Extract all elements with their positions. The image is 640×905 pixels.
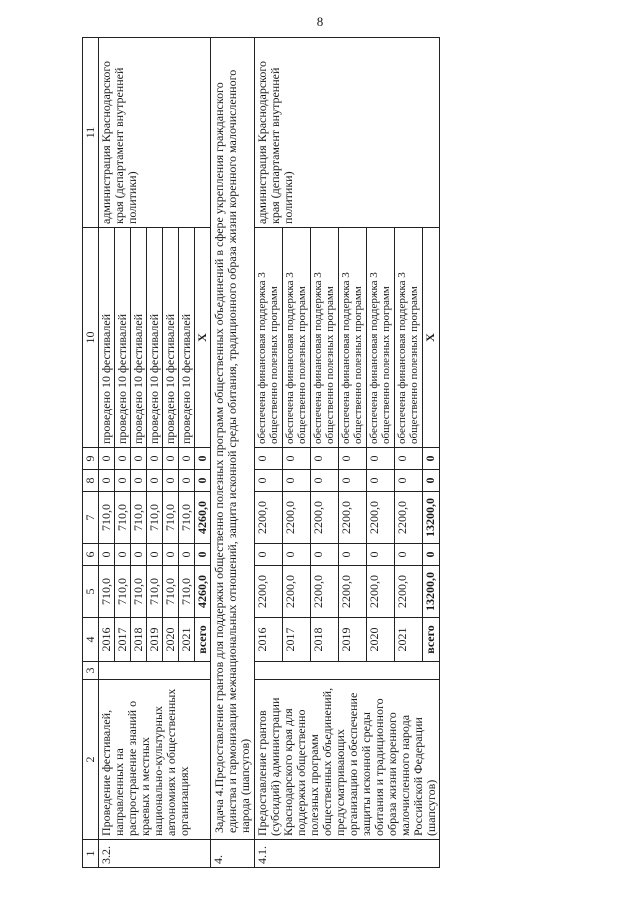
header-cell: 3 bbox=[83, 662, 99, 680]
amount-cell: 0 bbox=[367, 544, 395, 566]
row-number: 3.2. bbox=[99, 840, 211, 868]
header-cell: 6 bbox=[83, 544, 99, 566]
total-amount: 0 bbox=[195, 448, 211, 470]
table-row bbox=[255, 38, 283, 868]
amount-cell: 0 bbox=[311, 544, 339, 566]
amount-cell: 0 bbox=[99, 470, 115, 492]
section-row bbox=[211, 38, 255, 868]
header-cell: 2 bbox=[83, 680, 99, 840]
task-4-section bbox=[211, 38, 255, 868]
amount-cell: 710,0 bbox=[99, 492, 115, 544]
amount-cell: 710,0 bbox=[179, 566, 195, 618]
amount-cell: 0 bbox=[255, 470, 283, 492]
header-cell: 7 bbox=[83, 492, 99, 544]
total-result: X bbox=[195, 228, 211, 448]
amount-cell: 0 bbox=[115, 448, 131, 470]
header-row bbox=[83, 38, 99, 868]
amount-cell: 0 bbox=[367, 448, 395, 470]
amount-cell: 0 bbox=[147, 470, 163, 492]
amount-cell: 0 bbox=[255, 544, 283, 566]
amount-cell: 0 bbox=[395, 544, 423, 566]
amount-cell: 0 bbox=[395, 470, 423, 492]
amount-cell: 2200,0 bbox=[255, 566, 283, 618]
measure-name: Проведение фестивалей, направленных на распространение знаний о краевых и местных национально-культурных автономиях и общественных организациях bbox=[99, 680, 211, 840]
result-cell: проведено 10 фестивалей bbox=[163, 228, 179, 448]
amount-cell: 2200,0 bbox=[311, 566, 339, 618]
result-cell: обеспечена финансовая поддержка 3 общественно полезных программ bbox=[255, 228, 283, 448]
amount-cell: 0 bbox=[283, 470, 311, 492]
page-number: 8 bbox=[316, 14, 324, 29]
amount-cell: 2200,0 bbox=[311, 492, 339, 544]
result-cell: проведено 10 фестивалей bbox=[131, 228, 147, 448]
result-cell: обеспечена финансовая поддержка 3 общественно полезных программ bbox=[339, 228, 367, 448]
responsible-cell: администрация Краснодарского края (департамент внутренней политики) bbox=[255, 38, 440, 228]
amount-cell: 2200,0 bbox=[283, 492, 311, 544]
block-4-1 bbox=[255, 38, 440, 868]
year-cell: 2016 bbox=[99, 618, 115, 662]
amount-cell: 2200,0 bbox=[339, 566, 367, 618]
amount-cell: 710,0 bbox=[147, 566, 163, 618]
amount-cell: 0 bbox=[163, 448, 179, 470]
block-3-2 bbox=[99, 38, 211, 868]
amount-cell: 0 bbox=[255, 448, 283, 470]
header-cell: 11 bbox=[83, 38, 99, 228]
empty-cell bbox=[99, 662, 211, 680]
year-cell: 2021 bbox=[179, 618, 195, 662]
amount-cell: 710,0 bbox=[163, 566, 179, 618]
amount-cell: 710,0 bbox=[115, 566, 131, 618]
total-amount: 4260,0 bbox=[195, 492, 211, 544]
year-cell: 2017 bbox=[283, 618, 311, 662]
amount-cell: 710,0 bbox=[99, 566, 115, 618]
total-amount: 13200,0 bbox=[423, 566, 440, 618]
rotated-table-container bbox=[82, 38, 602, 868]
rotated-page bbox=[82, 38, 602, 868]
amount-cell: 2200,0 bbox=[367, 492, 395, 544]
measure-name: Предоставление грантов (субсидий) администрации Краснодарского края для поддержки общественно полезных программ общественных объединений, предусматривающих организацию и обеспечение защиты исконной среды обитания и традиционного образа жизни коренного малочисленного народа Российской Федерации (шапсугов) bbox=[255, 680, 440, 840]
header-cell: 1 bbox=[83, 840, 99, 868]
year-cell: 2021 bbox=[395, 618, 423, 662]
total-amount: 0 bbox=[423, 448, 440, 470]
total-label: всего bbox=[423, 618, 440, 662]
amount-cell: 710,0 bbox=[163, 492, 179, 544]
empty-cell bbox=[255, 662, 440, 680]
amount-cell: 0 bbox=[339, 470, 367, 492]
result-cell: обеспечена финансовая поддержка 3 общественно полезных программ bbox=[283, 228, 311, 448]
amount-cell: 0 bbox=[283, 448, 311, 470]
amount-cell: 710,0 bbox=[131, 566, 147, 618]
row-number: 4.1. bbox=[255, 840, 440, 868]
amount-cell: 0 bbox=[131, 448, 147, 470]
header-cell: 5 bbox=[83, 566, 99, 618]
total-amount: 0 bbox=[423, 544, 440, 566]
amount-cell: 2200,0 bbox=[367, 566, 395, 618]
amount-cell: 0 bbox=[147, 448, 163, 470]
result-cell: обеспечена финансовая поддержка 3 общественно полезных программ bbox=[311, 228, 339, 448]
amount-cell: 0 bbox=[395, 448, 423, 470]
year-cell: 2016 bbox=[255, 618, 283, 662]
row-number: 4. bbox=[211, 840, 255, 868]
amount-cell: 0 bbox=[179, 544, 195, 566]
year-cell: 2017 bbox=[115, 618, 131, 662]
total-amount: 4260,0 bbox=[195, 566, 211, 618]
amount-cell: 0 bbox=[311, 448, 339, 470]
amount-cell: 710,0 bbox=[147, 492, 163, 544]
header-cell: 9 bbox=[83, 448, 99, 470]
amount-cell: 2200,0 bbox=[339, 492, 367, 544]
amount-cell: 0 bbox=[131, 544, 147, 566]
total-result: X bbox=[423, 228, 440, 448]
result-cell: обеспечена финансовая поддержка 3 общественно полезных программ bbox=[367, 228, 395, 448]
amount-cell: 2200,0 bbox=[395, 492, 423, 544]
amount-cell: 0 bbox=[99, 544, 115, 566]
year-cell: 2020 bbox=[367, 618, 395, 662]
header-cell: 10 bbox=[83, 228, 99, 448]
amount-cell: 0 bbox=[367, 470, 395, 492]
amount-cell: 0 bbox=[311, 470, 339, 492]
amount-cell: 710,0 bbox=[131, 492, 147, 544]
result-cell: проведено 10 фестивалей bbox=[115, 228, 131, 448]
year-cell: 2018 bbox=[131, 618, 147, 662]
year-cell: 2019 bbox=[147, 618, 163, 662]
header-cell: 4 bbox=[83, 618, 99, 662]
amount-cell: 2200,0 bbox=[395, 566, 423, 618]
amount-cell: 0 bbox=[163, 470, 179, 492]
year-cell: 2020 bbox=[163, 618, 179, 662]
section-title: Задача 4.Предоставление грантов для поддержки общественно полезных программ общественных объединений в сфере укрепления гражданского единства и гармонизации межнациональных отношений, защита исконной среды обитания, традиционного образа жизни коренного малочисленного народа (шапсугов) bbox=[211, 38, 255, 840]
amount-cell: 2200,0 bbox=[255, 492, 283, 544]
result-cell: проведено 10 фестивалей bbox=[99, 228, 115, 448]
amount-cell: 0 bbox=[147, 544, 163, 566]
program-table bbox=[82, 37, 440, 868]
amount-cell: 0 bbox=[115, 470, 131, 492]
header-cell: 8 bbox=[83, 470, 99, 492]
table-row bbox=[99, 38, 115, 868]
total-amount: 0 bbox=[195, 470, 211, 492]
total-amount: 13200,0 bbox=[423, 492, 440, 544]
result-cell: проведено 10 фестивалей bbox=[147, 228, 163, 448]
amount-cell: 0 bbox=[179, 448, 195, 470]
amount-cell: 710,0 bbox=[179, 492, 195, 544]
amount-cell: 0 bbox=[339, 544, 367, 566]
result-cell: обеспечена финансовая поддержка 3 общественно полезных программ bbox=[395, 228, 423, 448]
total-amount: 0 bbox=[423, 470, 440, 492]
year-cell: 2018 bbox=[311, 618, 339, 662]
responsible-cell: администрация Краснодарского края (департамент внутренней политики) bbox=[99, 38, 211, 228]
year-cell: 2019 bbox=[339, 618, 367, 662]
amount-cell: 0 bbox=[283, 544, 311, 566]
amount-cell: 0 bbox=[339, 448, 367, 470]
amount-cell: 2200,0 bbox=[283, 566, 311, 618]
amount-cell: 0 bbox=[179, 470, 195, 492]
total-amount: 0 bbox=[195, 544, 211, 566]
amount-cell: 0 bbox=[115, 544, 131, 566]
result-cell: проведено 10 фестивалей bbox=[179, 228, 195, 448]
amount-cell: 0 bbox=[131, 470, 147, 492]
total-label: всего bbox=[195, 618, 211, 662]
amount-cell: 0 bbox=[99, 448, 115, 470]
amount-cell: 710,0 bbox=[115, 492, 131, 544]
amount-cell: 0 bbox=[163, 544, 179, 566]
